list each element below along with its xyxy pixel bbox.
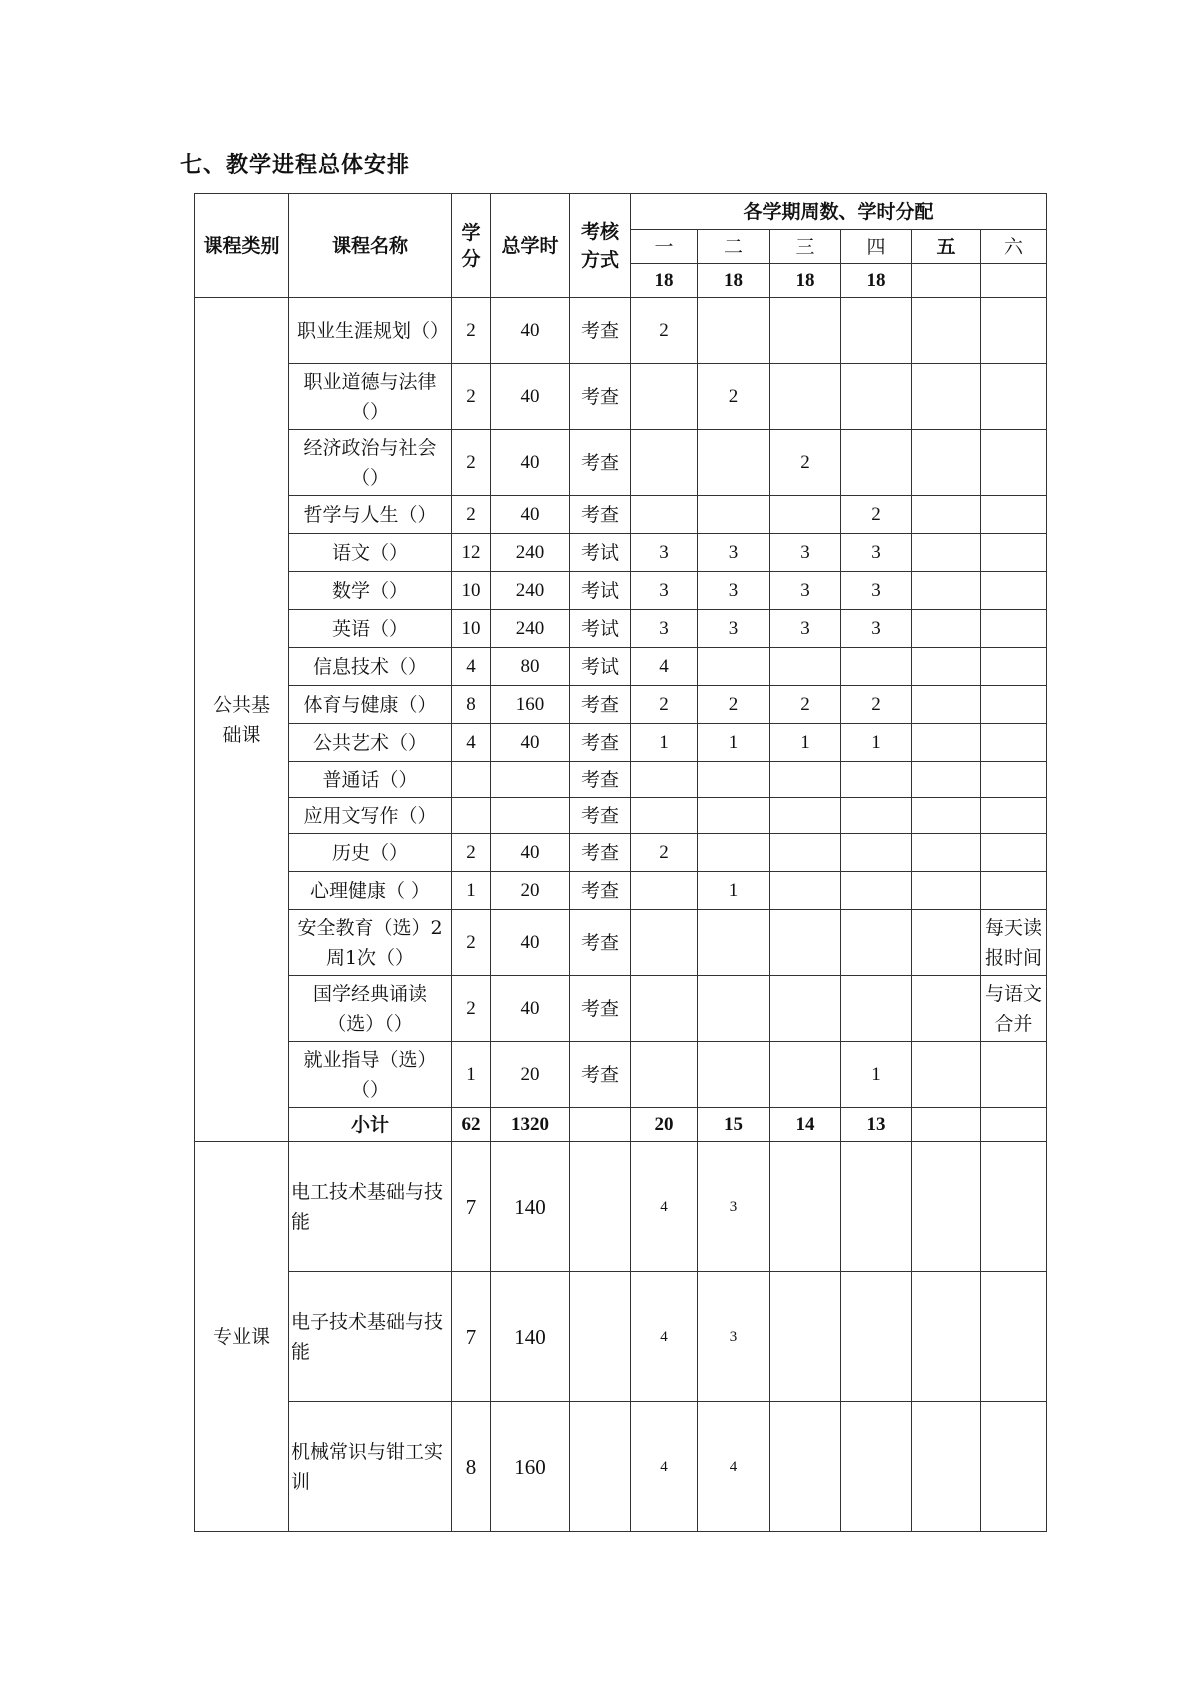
teaching-schedule-table	[194, 193, 1047, 1532]
course-hours: 40	[491, 910, 570, 976]
header-weeks	[981, 264, 1047, 298]
course-name: 安全教育（选）2周1次（）	[289, 910, 452, 976]
table-row	[195, 496, 1047, 534]
semester-hours	[912, 910, 981, 976]
header-assessment: 考核方式	[570, 194, 631, 298]
semester-hours	[912, 1402, 981, 1532]
semester-hours: 3	[770, 610, 841, 648]
course-credit: 2	[452, 976, 491, 1042]
semester-hours	[770, 496, 841, 534]
course-credit: 1	[452, 872, 491, 910]
semester-hours	[841, 872, 912, 910]
semester-hours	[698, 798, 770, 834]
semester-hours: 3	[770, 572, 841, 610]
semester-hours	[981, 1142, 1047, 1272]
course-assessment: 考查	[570, 834, 631, 872]
table-row	[195, 762, 1047, 798]
header-weeks: 18	[841, 264, 912, 298]
course-name: 哲学与人生（）	[289, 496, 452, 534]
course-assessment: 考查	[570, 798, 631, 834]
course-name: 就业指导（选）（）	[289, 1042, 452, 1108]
course-credit: 2	[452, 430, 491, 496]
semester-hours: 2	[631, 834, 698, 872]
semester-hours: 1	[698, 724, 770, 762]
subtotal-assessment	[570, 1108, 631, 1142]
semester-hours: 3	[698, 572, 770, 610]
semester-hours	[912, 872, 981, 910]
semester-hours	[912, 798, 981, 834]
course-name: 英语（）	[289, 610, 452, 648]
course-assessment: 考查	[570, 976, 631, 1042]
course-credit: 2	[452, 364, 491, 430]
course-hours	[491, 762, 570, 798]
semester-hours: 1	[841, 1042, 912, 1108]
semester-hours	[981, 762, 1047, 798]
semester-hours: 4	[631, 1142, 698, 1272]
semester-hours	[698, 834, 770, 872]
course-credit	[452, 798, 491, 834]
course-name: 职业生涯规划（）	[289, 298, 452, 364]
subtotal-credit: 62	[452, 1108, 491, 1142]
semester-hours	[698, 298, 770, 364]
course-name: 经济政治与社会（）	[289, 430, 452, 496]
semester-hours: 每天读报时间	[981, 910, 1047, 976]
course-hours: 160	[491, 1402, 570, 1532]
semester-hours	[770, 910, 841, 976]
semester-hours	[912, 496, 981, 534]
semester-hours	[912, 364, 981, 430]
table-row	[195, 364, 1047, 430]
course-name: 普通话（）	[289, 762, 452, 798]
course-credit: 1	[452, 1042, 491, 1108]
semester-hours: 1	[631, 724, 698, 762]
semester-hours	[770, 798, 841, 834]
table-row	[195, 872, 1047, 910]
course-hours: 140	[491, 1272, 570, 1402]
course-hours	[491, 798, 570, 834]
subtotal-semester: 13	[841, 1108, 912, 1142]
course-name: 心理健康（ ）	[289, 872, 452, 910]
table-row	[195, 1272, 1047, 1402]
table-row	[195, 430, 1047, 496]
course-assessment: 考试	[570, 534, 631, 572]
semester-hours	[770, 364, 841, 430]
semester-hours	[981, 1042, 1047, 1108]
course-credit: 8	[452, 686, 491, 724]
semester-hours: 2	[841, 686, 912, 724]
semester-hours	[841, 364, 912, 430]
semester-hours	[631, 976, 698, 1042]
course-name: 职业道德与法律（）	[289, 364, 452, 430]
semester-hours: 3	[631, 572, 698, 610]
course-assessment: 考查	[570, 496, 631, 534]
subtotal-semester	[912, 1108, 981, 1142]
semester-hours	[912, 1042, 981, 1108]
course-credit: 4	[452, 648, 491, 686]
semester-hours	[841, 1142, 912, 1272]
semester-hours: 与语文合并	[981, 976, 1047, 1042]
semester-hours	[841, 834, 912, 872]
header-semester: 四	[841, 230, 912, 264]
semester-hours	[981, 534, 1047, 572]
semester-hours	[631, 364, 698, 430]
course-name: 应用文写作（）	[289, 798, 452, 834]
semester-hours	[912, 648, 981, 686]
course-hours: 140	[491, 1142, 570, 1272]
semester-hours	[981, 872, 1047, 910]
semester-hours	[841, 648, 912, 686]
semester-hours	[770, 648, 841, 686]
semester-hours	[698, 430, 770, 496]
semester-hours	[841, 798, 912, 834]
semester-hours	[698, 762, 770, 798]
semester-hours	[981, 1272, 1047, 1402]
semester-hours	[698, 910, 770, 976]
course-assessment: 考查	[570, 872, 631, 910]
course-credit: 2	[452, 298, 491, 364]
course-credit: 4	[452, 724, 491, 762]
semester-hours	[981, 1402, 1047, 1532]
course-hours: 20	[491, 1042, 570, 1108]
course-credit: 12	[452, 534, 491, 572]
semester-hours: 3	[698, 610, 770, 648]
table-row	[195, 976, 1047, 1042]
course-credit: 7	[452, 1142, 491, 1272]
semester-hours: 2	[698, 364, 770, 430]
course-name: 历史（）	[289, 834, 452, 872]
semester-hours	[912, 686, 981, 724]
course-hours: 20	[491, 872, 570, 910]
header-category: 课程类别	[195, 194, 289, 298]
semester-hours	[770, 762, 841, 798]
course-assessment	[570, 1142, 631, 1272]
semester-hours: 3	[631, 610, 698, 648]
course-name: 国学经典诵读（选）（）	[289, 976, 452, 1042]
semester-hours	[770, 1402, 841, 1532]
header-course-name: 课程名称	[289, 194, 452, 298]
header-semester: 六	[981, 230, 1047, 264]
semester-hours: 3	[698, 534, 770, 572]
course-category: 专业课	[195, 1142, 289, 1532]
semester-hours	[841, 1402, 912, 1532]
course-assessment: 考查	[570, 686, 631, 724]
semester-hours	[698, 976, 770, 1042]
semester-hours: 2	[631, 298, 698, 364]
semester-hours	[770, 872, 841, 910]
semester-hours	[631, 872, 698, 910]
header-total-hours: 总学时	[491, 194, 570, 298]
semester-hours	[698, 496, 770, 534]
semester-hours: 3	[841, 534, 912, 572]
semester-hours	[912, 1142, 981, 1272]
course-assessment: 考查	[570, 724, 631, 762]
course-hours: 80	[491, 648, 570, 686]
course-assessment: 考试	[570, 572, 631, 610]
semester-hours	[981, 834, 1047, 872]
semester-hours: 2	[631, 686, 698, 724]
course-credit: 10	[452, 610, 491, 648]
subtotal-hours: 1320	[491, 1108, 570, 1142]
semester-hours	[698, 1042, 770, 1108]
course-name: 语文（）	[289, 534, 452, 572]
header-semester: 五	[912, 230, 981, 264]
course-name: 电子技术基础与技能	[289, 1272, 452, 1402]
header-weeks	[912, 264, 981, 298]
semester-hours	[631, 1042, 698, 1108]
semester-hours: 3	[841, 610, 912, 648]
table-row	[195, 534, 1047, 572]
semester-hours	[912, 834, 981, 872]
semester-hours	[841, 298, 912, 364]
header-credit: 学分	[452, 194, 491, 298]
course-hours: 40	[491, 976, 570, 1042]
semester-hours: 4	[631, 1272, 698, 1402]
semester-hours	[912, 1272, 981, 1402]
semester-hours	[631, 430, 698, 496]
header-semester: 二	[698, 230, 770, 264]
semester-hours	[981, 724, 1047, 762]
semester-hours	[631, 762, 698, 798]
semester-hours	[841, 430, 912, 496]
course-category: 公共基础课	[195, 298, 289, 1142]
course-name: 体育与健康（）	[289, 686, 452, 724]
table-row	[195, 1402, 1047, 1532]
semester-hours	[912, 298, 981, 364]
semester-hours	[912, 610, 981, 648]
semester-hours	[912, 976, 981, 1042]
semester-hours	[981, 798, 1047, 834]
course-assessment: 考查	[570, 1042, 631, 1108]
course-assessment: 考查	[570, 298, 631, 364]
semester-hours: 3	[770, 534, 841, 572]
semester-hours	[631, 910, 698, 976]
table-row	[195, 572, 1047, 610]
semester-hours	[841, 976, 912, 1042]
course-credit: 8	[452, 1402, 491, 1532]
semester-hours	[981, 496, 1047, 534]
course-credit: 2	[452, 496, 491, 534]
course-assessment: 考查	[570, 762, 631, 798]
subtotal-semester: 20	[631, 1108, 698, 1142]
semester-hours	[770, 976, 841, 1042]
course-hours: 240	[491, 610, 570, 648]
semester-hours	[841, 762, 912, 798]
semester-hours: 4	[698, 1402, 770, 1532]
course-hours: 40	[491, 430, 570, 496]
semester-hours: 1	[698, 872, 770, 910]
semester-hours: 4	[631, 1402, 698, 1532]
subtotal-semester: 14	[770, 1108, 841, 1142]
course-credit: 2	[452, 834, 491, 872]
semester-hours	[770, 1142, 841, 1272]
table-row	[195, 686, 1047, 724]
semester-hours: 1	[770, 724, 841, 762]
semester-hours: 1	[841, 724, 912, 762]
semester-hours: 3	[698, 1272, 770, 1402]
subtotal-semester: 15	[698, 1108, 770, 1142]
semester-hours	[981, 610, 1047, 648]
course-name: 机械常识与钳工实训	[289, 1402, 452, 1532]
course-assessment	[570, 1272, 631, 1402]
header-allocation: 各学期周数、学时分配	[631, 194, 1047, 230]
semester-hours: 2	[770, 686, 841, 724]
table-row	[195, 610, 1047, 648]
course-hours: 240	[491, 534, 570, 572]
course-hours: 240	[491, 572, 570, 610]
table-row	[195, 798, 1047, 834]
subtotal-semester	[981, 1108, 1047, 1142]
semester-hours: 3	[631, 534, 698, 572]
semester-hours	[912, 762, 981, 798]
table-row	[195, 1142, 1047, 1272]
section-title: 七、教学进程总体安排	[180, 153, 411, 178]
course-name: 公共艺术（）	[289, 724, 452, 762]
semester-hours	[981, 686, 1047, 724]
semester-hours	[770, 1272, 841, 1402]
semester-hours	[631, 798, 698, 834]
semester-hours: 2	[698, 686, 770, 724]
course-credit: 7	[452, 1272, 491, 1402]
semester-hours	[698, 648, 770, 686]
table-row	[195, 1042, 1047, 1108]
semester-hours	[912, 572, 981, 610]
course-assessment	[570, 1402, 631, 1532]
course-name: 信息技术（）	[289, 648, 452, 686]
table-row	[195, 834, 1047, 872]
subtotal-row	[195, 1108, 1047, 1142]
semester-hours	[912, 534, 981, 572]
semester-hours: 3	[698, 1142, 770, 1272]
course-hours: 40	[491, 834, 570, 872]
semester-hours	[841, 1272, 912, 1402]
semester-hours	[631, 496, 698, 534]
course-name: 电工技术基础与技能	[289, 1142, 452, 1272]
course-assessment: 考试	[570, 648, 631, 686]
table-row	[195, 910, 1047, 976]
course-assessment: 考查	[570, 910, 631, 976]
semester-hours	[841, 910, 912, 976]
course-name: 数学（）	[289, 572, 452, 610]
semester-hours	[981, 364, 1047, 430]
subtotal-label: 小计	[289, 1108, 452, 1142]
semester-hours	[912, 724, 981, 762]
semester-hours	[912, 430, 981, 496]
course-hours: 160	[491, 686, 570, 724]
course-hours: 40	[491, 298, 570, 364]
semester-hours	[981, 298, 1047, 364]
semester-hours: 2	[770, 430, 841, 496]
course-credit: 2	[452, 910, 491, 976]
table-row	[195, 648, 1047, 686]
course-assessment: 考查	[570, 430, 631, 496]
semester-hours: 4	[631, 648, 698, 686]
course-assessment: 考查	[570, 364, 631, 430]
semester-hours	[981, 572, 1047, 610]
semester-hours	[981, 430, 1047, 496]
semester-hours	[981, 648, 1047, 686]
semester-hours: 2	[841, 496, 912, 534]
semester-hours	[770, 834, 841, 872]
table-row	[195, 298, 1047, 364]
course-hours: 40	[491, 724, 570, 762]
course-credit: 10	[452, 572, 491, 610]
semester-hours	[770, 298, 841, 364]
course-assessment: 考试	[570, 610, 631, 648]
header-semester: 三	[770, 230, 841, 264]
header-weeks: 18	[770, 264, 841, 298]
course-credit	[452, 762, 491, 798]
course-hours: 40	[491, 364, 570, 430]
table-row	[195, 724, 1047, 762]
semester-hours	[770, 1042, 841, 1108]
semester-hours: 3	[841, 572, 912, 610]
course-hours: 40	[491, 496, 570, 534]
header-weeks: 18	[631, 264, 698, 298]
header-semester: 一	[631, 230, 698, 264]
header-weeks: 18	[698, 264, 770, 298]
